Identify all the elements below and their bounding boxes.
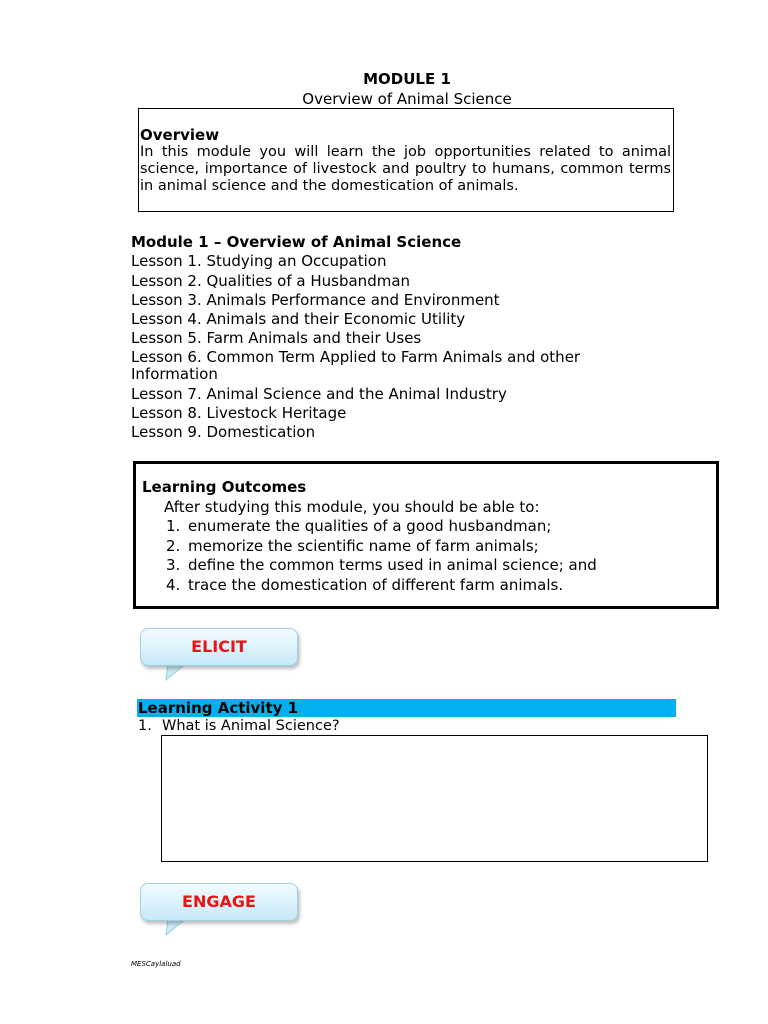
lesson-list (131, 233, 631, 443)
outcome-text: memorize the scientific name of farm animals; (188, 536, 539, 555)
question-text: What is Animal Science? (162, 718, 340, 734)
outcome-item (142, 576, 710, 596)
outcome-text: enumerate the qualities of a good husbandman; (188, 517, 552, 535)
outcome-text: trace the domestication of different farm animals. (188, 575, 564, 594)
elicit-callout (140, 628, 298, 666)
outcome-item (142, 537, 710, 557)
lesson-item: Lesson 5. Farm Animals and their Uses (131, 329, 422, 348)
learning-outcomes-box (133, 461, 719, 609)
outcome-number: 4. (166, 575, 181, 594)
outcome-text: define the common terms used in animal science; and (188, 556, 597, 574)
outcome-item (142, 517, 710, 537)
overview-heading: Overview (140, 126, 220, 144)
learning-outcomes-intro: After studying this module, you should be able to: (164, 497, 540, 516)
question-1 (138, 717, 340, 735)
module-subtitle: Overview of Animal Science (302, 90, 512, 108)
elicit-label: ELICIT (191, 637, 247, 656)
lesson-item: Lesson 7. Animal Science and the Animal Industry (131, 384, 507, 403)
learning-activity-title: Learning Activity 1 (137, 699, 676, 717)
outcome-number: 3. (166, 556, 181, 574)
outcome-item (142, 556, 710, 576)
answer-box[interactable] (161, 735, 708, 862)
lesson-item: Lesson 6. Common Term Applied to Farm Animals and other Information (131, 347, 581, 383)
outcome-number: 2. (166, 536, 181, 555)
outcome-number: 1. (166, 517, 181, 535)
module-title: MODULE 1 (363, 70, 451, 88)
lesson-item: Lesson 3. Animals Performance and Environment (131, 290, 500, 309)
question-number: 1. (138, 718, 152, 734)
footer-credit: MESCaylaluad (131, 960, 181, 968)
engage-label: ENGAGE (182, 892, 256, 911)
learning-outcomes-heading: Learning Outcomes (142, 478, 307, 496)
lesson-list-heading: Module 1 – Overview of Animal Science (131, 233, 462, 251)
lesson-item: Lesson 2. Qualities of a Husbandman (131, 271, 411, 290)
engage-callout (140, 883, 298, 921)
lesson-item: Lesson 1. Studying an Occupation (131, 252, 387, 271)
overview-box (138, 108, 674, 212)
lesson-item: Lesson 9. Domestication (131, 423, 316, 442)
lesson-item: Lesson 8. Livestock Heritage (131, 404, 347, 423)
overview-body: In this module you will learn the job opportunities related to animal science, importance of livestock and poultry to humans, common terms in animal science and the domestication of animals. (140, 144, 671, 194)
lesson-item: Lesson 4. Animals and their Economic Utility (131, 310, 466, 329)
learning-outcomes-list (142, 517, 710, 595)
